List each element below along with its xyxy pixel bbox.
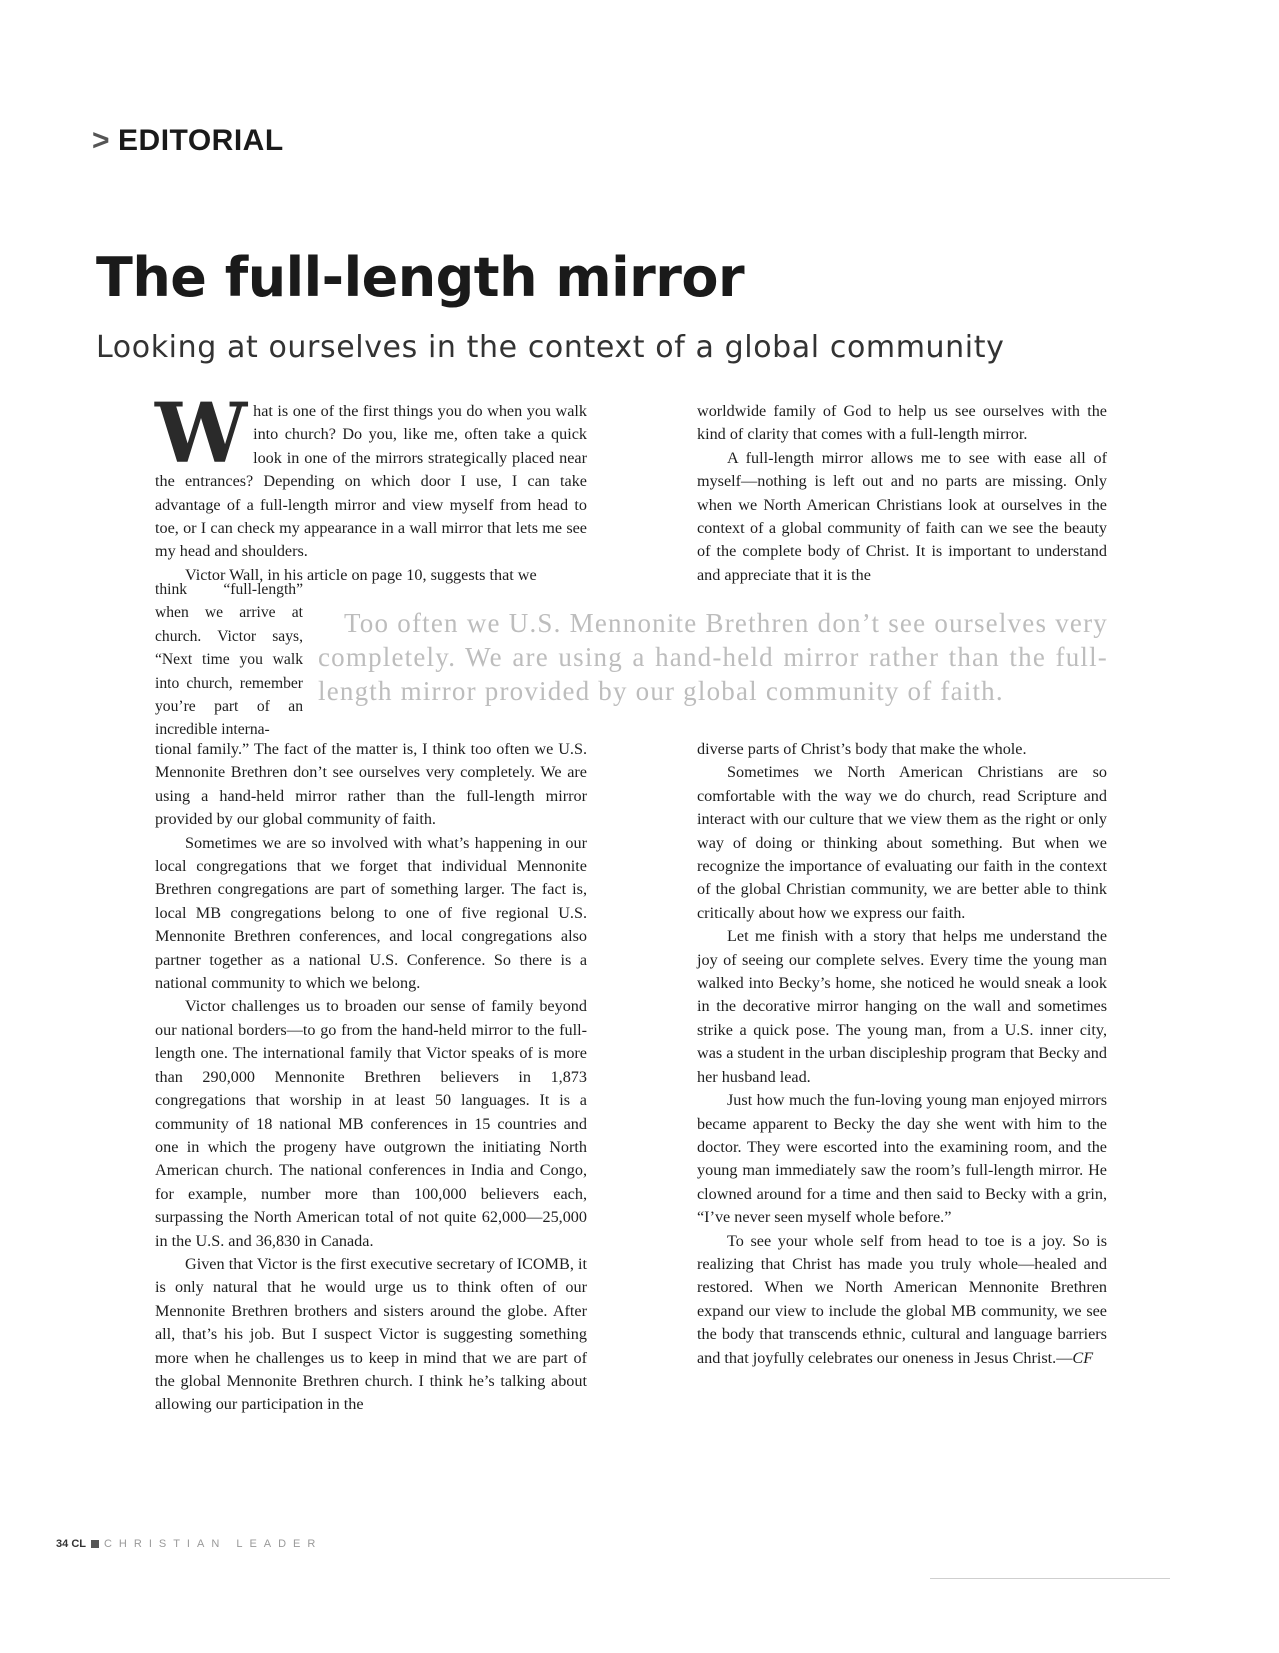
paragraph: Victor Wall, in his article on page 10, suggests that we [185,565,537,584]
page-footer [56,1538,322,1550]
magazine-logo: CL [71,1538,86,1550]
paragraph: Just how much the fun-loving young man enjoyed mirrors became apparent to Becky the day she went with him to the doctor. They were escorted into the examining room, and the young man immediately saw the room’s full-length mirror. He clowned around for a time and then said to Becky with a grin, “I’ve never seen myself whole before.” [697,1091,1107,1227]
article-subhead: Looking at ourselves in the context of a global community [96,330,1005,365]
paragraph: think “full-length” when we arrive at church. Victor says, “Next time you walk into church, remember you’re part of an incredible interna- [155,581,303,739]
pull-quote-text: Too often we U.S. Mennonite Brethren don’t see ourselves very completely. We are using a hand-held mirror rather than the full-length mirror provided by our global community of faith. [318,608,1108,706]
paragraph: diverse parts of Christ’s body that make the whole. [697,740,1027,758]
paragraph: Victor challenges us to broaden our sense of family beyond our national borders—to go from the hand-held mirror to the full-length one. The international family that Victor speaks of is more than 290,000 Mennonite Brethren believers in 1,873 congregations that worship in at least 50 languages. It is a community of 18 national MB conferences in 15 countries and one in which the progeny have outgrown the initiating North American church. The national conferences in India and Congo, for example, number more than 100,000 believers each, surpassing the North American total of not quite 62,000—25,000 in the U.S. and 36,830 in Canada. [155,997,587,1250]
paragraph: Let me finish with a story that helps me understand the joy of seeing our complete selves. Every time the young man walked into Becky’s home, she noticed he would sneak a look in the decorative mirror hanging on the wall and sometimes strike a quick pose. The young man, from a U.S. inner city, was a student in the urban discipleship program that Becky and her husband lead. [697,927,1107,1086]
paragraph-text: To see your whole self from head to toe is a joy. So is realizing that Christ has made you truly whole—healed and restored. When we North American Mennonite Brethren expand our view to include the global MB community, we see the body that transcends ethnic, cultural and language barriers and that joyfully celebrates our oneness in Jesus Christ.— [697,1231,1107,1367]
paragraph-text: hat is one of the first things you do when you walk into church? Do you, like me, often take a quick look in one of the mirrors strategically placed near the entrances? Depending on which door I use, I can take advantage of a full-length mirror and view myself from head to toe, or I can check my appearance in a wall mirror that lets me see my head and shoulders. [155,402,587,561]
left-column-top [155,386,587,584]
left-column-bottom [155,738,587,1458]
right-column-top [697,400,1107,584]
section-label-text: EDITORIAL [118,124,284,157]
section-label [92,124,284,158]
pull-quote [318,606,1108,708]
paragraph: A full-length mirror allows me to see with ease all of myself—nothing is left out and no parts are missing. Only when we North American Christians look at ourselves in the context of a global community of faith can we see the beauty of the complete body of Christ. It is important to understand and appreciate that it is the [697,448,1107,584]
right-column-bottom [697,738,1107,1458]
paragraph: Sometimes we North American Christians are so comfortable with the way we do church, read Scripture and interact with our culture that we view them as the right or only way of doing or thinking about something. But when we recognize the importance of evaluating our faith in the context of the global Christian community, we are better able to think critically about how we express our faith. [697,763,1107,922]
paragraph: Given that Victor is the first executive secretary of ICOMB, it is only natural that he would urge us to think often of our Mennonite Brethren brothers and sisters around the globe. After all, that’s his job. But I suspect Victor is suggesting something more when he challenges us to keep in mind that we are part of the global Mennonite Brethren church. I think he’s talking about allowing our participation in the [155,1254,587,1414]
paragraph: tional family.” The fact of the matter is, I think too often we U.S. Mennonite Brethren don’t see ourselves very completely. We are using a hand-held mirror rather than the full-length mirror provided by our global community of faith. [155,740,587,829]
paragraph: worldwide family of God to help us see ourselves with the kind of clarity that comes with a full-length mirror. [697,402,1107,444]
paragraph [155,386,587,564]
square-bullet-icon [91,1540,99,1548]
divider [930,1578,1170,1579]
magazine-name: CHRISTIAN LEADER [103,1538,323,1550]
paragraph [697,1230,1107,1370]
left-column-wrap [155,578,303,738]
page-number: 34 [56,1538,69,1550]
article-headline: The full-length mirror [96,246,745,309]
author-initials: CF [1072,1348,1094,1367]
drop-cap: W [155,386,248,482]
paragraph: Sometimes we are so involved with what’s happening in our local congregations that we forget that individual Mennonite Brethren congregations are part of something larger. The fact is, local MB congregations belong to one of five regional U.S. Mennonite Brethren conferences, and local congregations also partner together as a national U.S. Conference. So there is a national community to which we belong. [155,833,587,993]
chevron-right-icon: > [92,124,111,157]
